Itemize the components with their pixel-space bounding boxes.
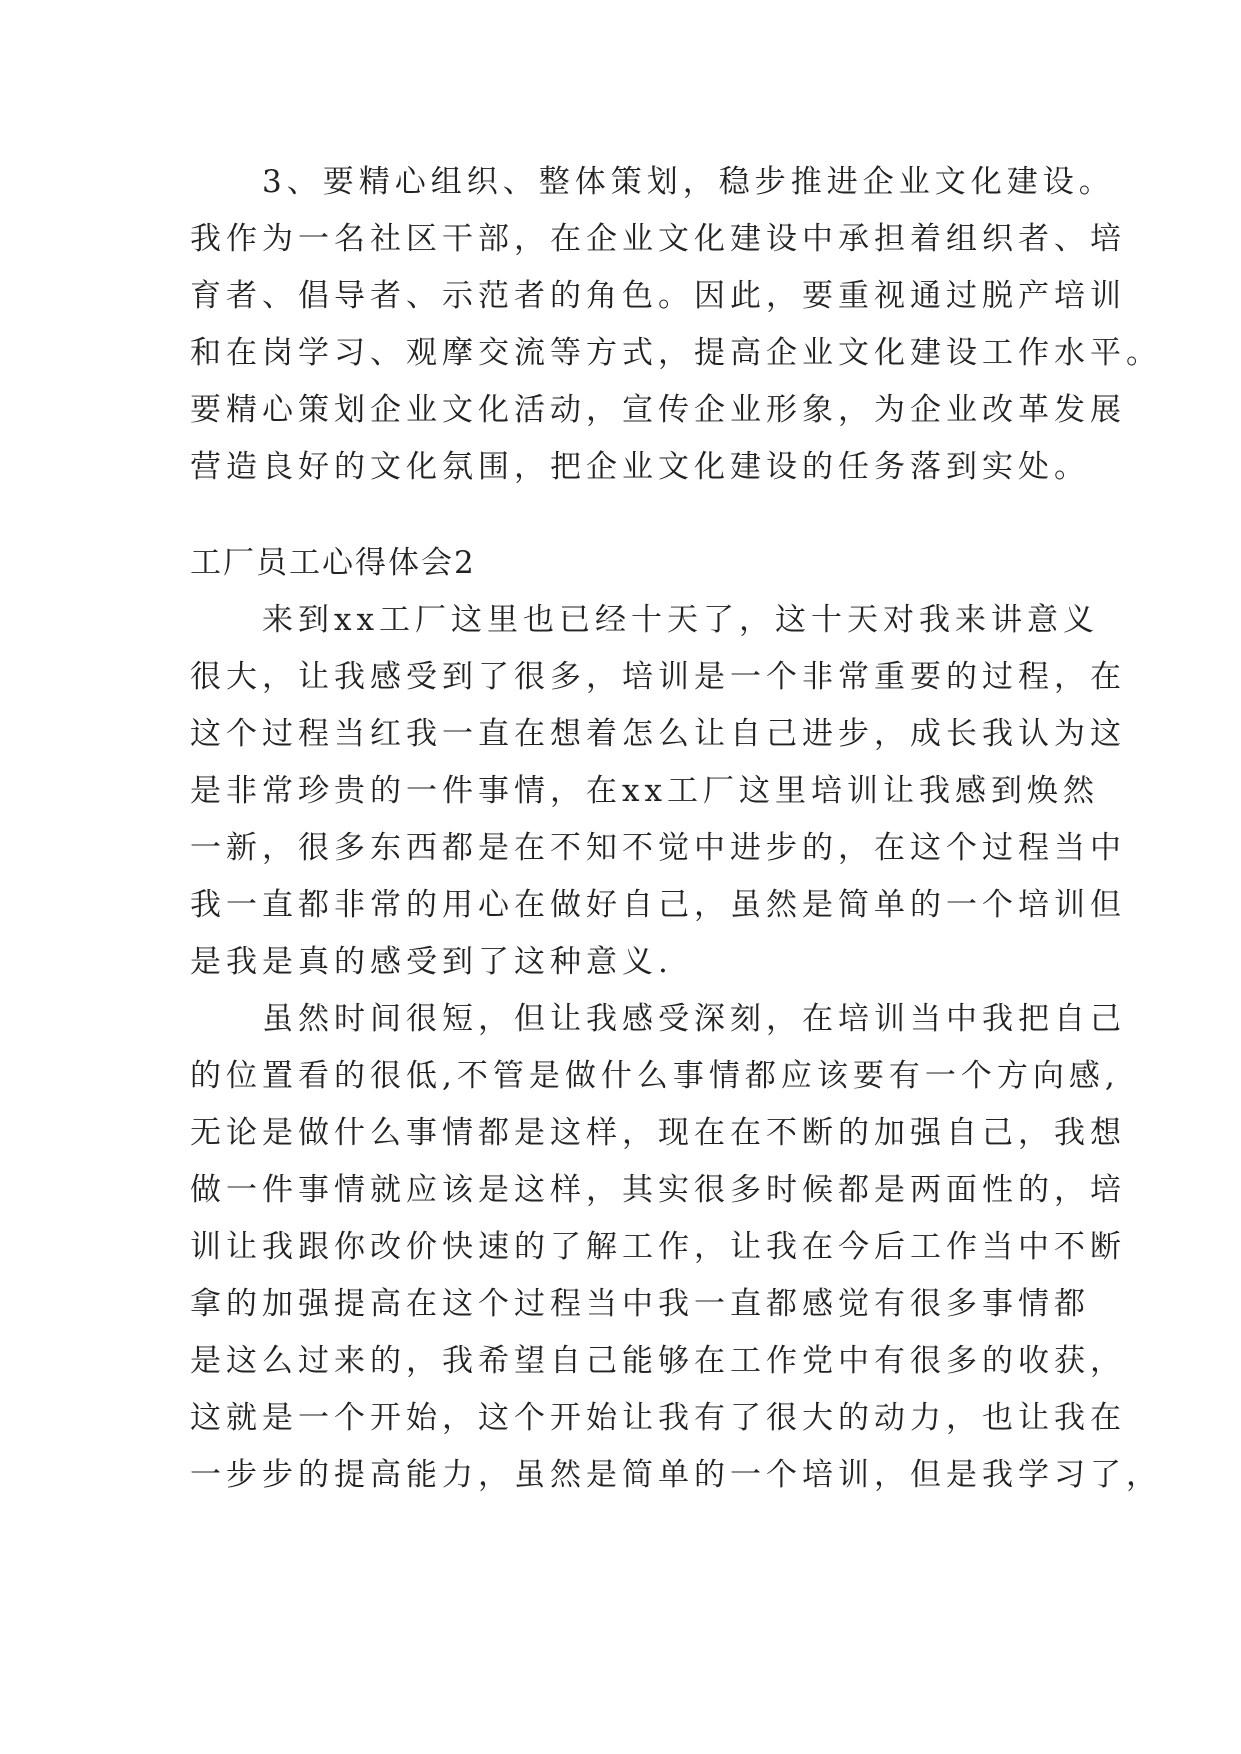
text-line: 训让我跟你改价快速的了解工作，让我在今后工作当中不断 [190,1229,1126,1265]
text-line: 我作为一名社区干部，在企业文化建设中承担着组织者、培 [190,221,1126,257]
text-line: 是非常珍贵的一件事情，在xx工厂这里培训让我感到焕然 [190,773,1099,809]
text-line: 很大，让我感受到了很多，培训是一个非常重要的过程，在 [190,659,1126,695]
section1-paragraph [190,162,1162,487]
text-line: 一步步的提高能力，虽然是简单的一个培训，但是我学习了， [190,1457,1162,1493]
text-line: 这就是一个开始，这个开始让我有了很大的动力，也让我在 [190,1400,1126,1436]
document-body [190,162,1162,1512]
text-line: 我一直都非常的用心在做好自己，虽然是简单的一个培训但 [190,887,1126,923]
text-line: 虽然时间很短，但让我感受深刻，在培训当中我把自己 [190,1001,1126,1037]
text-line: 做一件事情就应该是这样，其实很多时候都是两面性的，培 [190,1172,1126,1208]
section2-paragraph-1 [190,600,1126,982]
section2-paragraph-2 [190,999,1162,1495]
text-line: 来到xx工厂这里也已经十天了，这十天对我来讲意义 [190,602,1099,638]
text-line: 一新，很多东西都是在不知不觉中进步的，在这个过程当中 [190,830,1126,866]
text-line: 和在岗学习、观摩交流等方式，提高企业文化建设工作水平。 [190,335,1162,371]
text-line: 拿的加强提高在这个过程当中我一直都感觉有很多事情都 [190,1286,1090,1322]
text-line: 营造良好的文化氛围，把企业文化建设的任务落到实处。 [190,449,1090,485]
text-line: 3、要精心组织、整体策划，稳步推进企业文化建设。 [190,164,1115,200]
text-line: 是这么过来的，我希望自己能够在工作党中有很多的收获， [190,1343,1126,1379]
text-line: 育者、倡导者、示范者的角色。因此，要重视通过脱产培训 [190,278,1126,314]
text-line: 的位置看的很低,不管是做什么事情都应该要有一个方向感, [190,1058,1120,1094]
text-line: 这个过程当红我一直在想着怎么让自己进步，成长我认为这 [190,716,1126,752]
text-line: 要精心策划企业文化活动，宣传企业形象，为企业改革发展 [190,392,1126,428]
text-line: 是我是真的感受到了这种意义. [190,944,673,980]
text-line: 无论是做什么事情都是这样，现在在不断的加强自己，我想 [190,1115,1126,1151]
section2-title: 工厂员工心得体会2 [190,545,476,581]
